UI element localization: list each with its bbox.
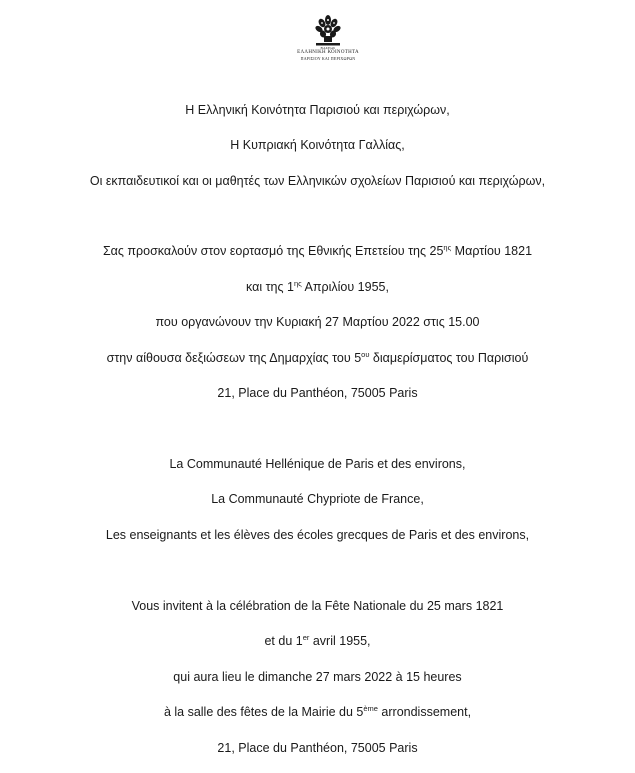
french-organizer-1: La Communauté Hellénique de Paris et des environs, [169,457,466,471]
acanthus-emblem-icon [313,14,343,46]
french-venue: à la salle des fêtes de la Mairie du 5ème arrondissement, [163,704,472,719]
logo-text-sub: ΠΑΡΙΣΙΟΥ ΚΑΙ ΠΕΡΙΧΩΡΩΝ [300,56,356,61]
greek-invitation: Σας προσκαλούν στον εορτασμό της Εθνικής Επετείου της $25^{\eta\varsigma}$ Μαρτίου 1821 [102,243,533,258]
logo-text-name: ΕΛΛΗΝΙΚΗ ΚΟΙΝΟΤΗΤΑ [297,50,359,55]
french-address: 21, Place du Panthéon, 75005 Paris [217,741,418,755]
french-organizer-2: La Communauté Chypriote de France, [211,492,424,506]
french-organizer-3: Les enseignants et les élèves des écoles grecques de Paris et des environs, [105,528,530,542]
greek-venue: στην αίθουσα δεξιώσεων της Δημαρχίας του $5^{o\upsilon}$ διαμερίσματος του Παρισιού [106,350,529,365]
greek-address: 21, Place du Panthéon, 75005 Paris [217,386,418,400]
french-invitation: Vous invitent à la célébration de la Fête Nationale du 25 mars 1821 [131,599,504,613]
greek-event-time: που οργανώνουν την Κυριακή 27 Μαρτίου 2022 στις 15.00 [155,315,480,329]
french-second-date: et du 1er avril 1955, [264,633,371,648]
community-logo [296,14,360,61]
french-event-time: qui aura lieu le dimanche 27 mars 2022 à 15 heures [173,670,462,684]
greek-organizer-1: Η Ελληνική Κοινότητα Παρισιού και περιχώρων, [185,103,450,117]
greek-second-date: και της $1^{\eta\varsigma}$ Απριλίου 1955, [246,279,389,294]
logo-text-top: ΒΑΣΕΩΣ [320,46,336,50]
greek-organizer-3: Οι εκπαιδευτικοί και οι μαθητές των Ελληνικών σχολείων Παρισιού και περιχώρων, [89,174,546,188]
greek-organizer-2: Η Κυπριακή Κοινότητα Γαλλίας, [230,138,405,152]
